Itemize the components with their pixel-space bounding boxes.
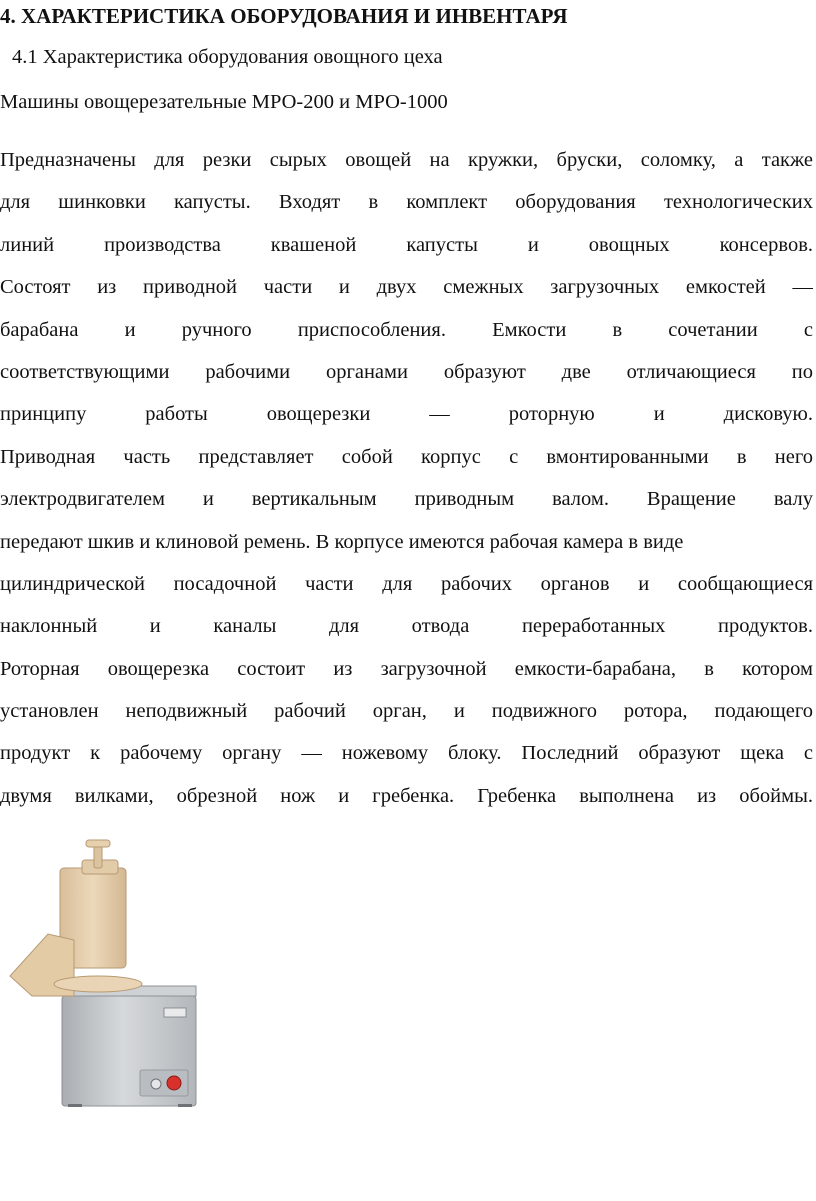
paragraph-line: Состоят из приводной части и двух смежных загрузочных емкостей — bbox=[0, 276, 813, 299]
paragraph-line: линий производства квашеной капусты и овощных консервов. bbox=[0, 233, 813, 256]
paragraph-line: соответствующими рабочими органами образуют две отличающиеся по bbox=[0, 360, 813, 383]
paragraph-line: электродвигателем и вертикальным приводным валом. Вращение валу bbox=[0, 488, 813, 511]
machine-badge bbox=[164, 1008, 186, 1017]
paragraph-line: принципу работы овощерезки — роторную и дисковую. bbox=[0, 403, 813, 426]
paragraph-line: Роторная овощерезка состоит из загрузочной емкости-барабана, в котором bbox=[0, 657, 813, 680]
paragraph-line: передают шкив и клиновой ремень. В корпусе имеются рабочая камера в виде bbox=[0, 530, 684, 553]
machine-title: Машины овощерезательные МРО-200 и МРО-1000 bbox=[0, 91, 448, 113]
paragraph-line: для шинковки капусты. Входят в комплект оборудования технологических bbox=[0, 191, 813, 214]
vegetable-cutter-machine-image bbox=[2, 838, 202, 1108]
paragraph-line: барабана и ручного приспособления. Емкости в сочетании с bbox=[0, 318, 813, 341]
paragraph-line: установлен неподвижный рабочий орган, и подвижного ротора, подающего bbox=[0, 700, 813, 723]
paragraph-line: продукт к рабочему органу — ножевому блоку. Последний образуют щека с bbox=[0, 742, 813, 765]
machine-foot bbox=[178, 1104, 192, 1107]
body-paragraph bbox=[0, 145, 813, 823]
start-button-icon bbox=[151, 1079, 161, 1089]
drum-base-ring bbox=[54, 976, 142, 992]
paragraph-line: Приводная часть представляет собой корпус с вмонтированными в него bbox=[0, 445, 813, 468]
section-heading: 4. ХАРАКТЕРИСТИКА ОБОРУДОВАНИЯ И ИНВЕНТАРЯ bbox=[0, 4, 568, 28]
paragraph-line: наклонный и каналы для отвода переработанных продуктов. bbox=[0, 615, 813, 638]
paragraph-line: цилиндрической посадочной части для рабочих органов и сообщающиеся bbox=[0, 572, 813, 595]
machine-foot bbox=[68, 1104, 82, 1107]
paragraph-line: двумя вилками, обрезной нож и гребенка. Гребенка выполнена из обоймы. bbox=[0, 784, 813, 807]
paragraph-line: Предназначены для резки сырых овощей на кружки, бруски, соломку, а также bbox=[0, 149, 813, 171]
subsection-heading: 4.1 Характеристика оборудования овощного цеха bbox=[12, 46, 443, 68]
pusher-knob bbox=[86, 840, 110, 847]
stop-button-icon bbox=[167, 1076, 181, 1090]
